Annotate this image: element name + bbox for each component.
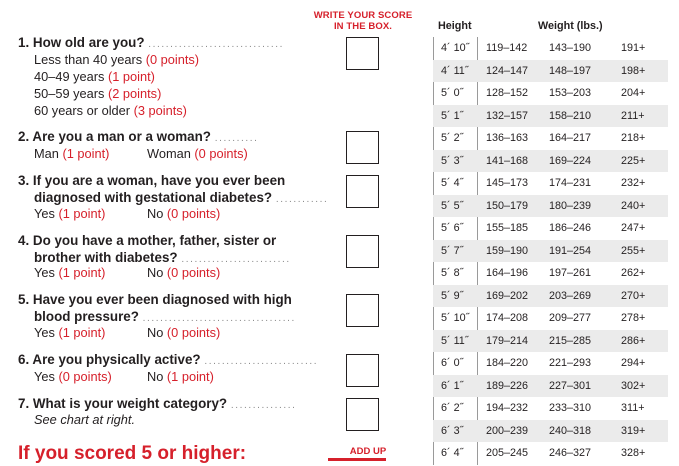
weight-normal-cell: 145–173 — [486, 177, 529, 189]
weight-obese-cell: 232+ — [621, 177, 646, 189]
weight-normal-cell: 141–168 — [486, 154, 529, 167]
option-points: (0 points) — [58, 369, 112, 384]
question-text-line2: diagnosed with gestational diabetes? — [34, 190, 273, 205]
weight-overweight-cell: 148–197 — [549, 64, 592, 77]
weight-overweight-cell: 158–210 — [549, 109, 592, 122]
question-text: Are you a man or a woman? — [32, 129, 211, 144]
table-row — [433, 330, 668, 353]
leader-dots: ............ — [275, 194, 329, 205]
weight-obese-cell: 198+ — [621, 64, 646, 77]
question-number: 5. — [18, 292, 30, 307]
height-cell: 5´ 6˝ — [441, 222, 464, 234]
option — [147, 368, 214, 385]
option-points: (0 points) — [166, 265, 221, 280]
table-row — [433, 37, 668, 60]
option-label: No — [147, 369, 164, 384]
weight-normal-cell: 205–245 — [486, 447, 529, 459]
option — [147, 205, 220, 222]
weight-overweight-cell: 246–327 — [549, 447, 592, 459]
question-number: 1. — [18, 35, 30, 50]
height-cell: 4´ 11˝ — [441, 64, 469, 77]
weight-obese-cell: 319+ — [621, 424, 646, 437]
question-4 — [18, 232, 276, 249]
weight-normal-cell: 184–220 — [486, 357, 529, 369]
weight-overweight-cell: 174–231 — [549, 177, 592, 189]
score-box-6[interactable] — [346, 354, 379, 387]
score-box-header — [312, 10, 414, 32]
question-number: 7. — [18, 396, 30, 411]
option-points: (1 point) — [62, 146, 110, 161]
weight-overweight-cell: 227–301 — [549, 379, 592, 392]
weight-overweight-cell: 186–246 — [549, 222, 592, 234]
weight-normal-cell: 124–147 — [486, 64, 529, 77]
weight-obese-cell: 204+ — [621, 87, 646, 99]
table-row — [433, 285, 668, 308]
question-text-line2: blood pressure? — [34, 309, 139, 324]
weight-obese-cell: 262+ — [621, 267, 646, 279]
weight-obese-cell: 240+ — [621, 199, 646, 212]
option — [34, 145, 109, 162]
weight-overweight-cell: 221–293 — [549, 357, 592, 369]
weight-obese-cell: 211+ — [621, 109, 645, 122]
option-label: 50–59 years — [34, 86, 105, 101]
option-points: (1 point) — [108, 69, 155, 84]
option — [34, 324, 105, 341]
option-label: Woman — [147, 146, 191, 161]
table-row — [433, 127, 668, 150]
option-points: (0 points) — [145, 52, 200, 67]
option — [34, 85, 161, 102]
table-row — [433, 262, 668, 285]
height-cell: 5´ 9˝ — [441, 289, 464, 302]
question-3 — [18, 172, 285, 189]
height-cell: 5´ 4˝ — [441, 177, 464, 189]
question-text: How old are you? — [32, 35, 145, 50]
option — [34, 51, 199, 68]
weight-overweight-cell: 180–239 — [549, 199, 592, 212]
question-5 — [18, 291, 292, 308]
weight-overweight-cell: 143–190 — [549, 42, 592, 54]
question-number: 4. — [18, 233, 30, 248]
add-up-label: ADD UP — [349, 446, 387, 457]
table-row — [433, 217, 668, 240]
score-box-1[interactable] — [346, 37, 379, 70]
weight-normal-cell: 159–190 — [486, 244, 529, 257]
weight-normal-cell: 179–214 — [486, 334, 529, 347]
option-points: (1 point) — [58, 265, 106, 280]
option — [147, 145, 248, 162]
table-row — [433, 307, 668, 330]
table-row — [433, 375, 668, 398]
weight-overweight-cell: 209–277 — [549, 312, 592, 324]
option-points: (2 points) — [108, 86, 162, 101]
score-result-heading: If you scored 5 or higher: — [18, 443, 247, 464]
weight-normal-cell: 132–157 — [486, 109, 529, 122]
option — [34, 368, 112, 385]
weight-overweight-cell: 153–203 — [549, 87, 592, 99]
table-row — [433, 150, 668, 173]
option — [147, 264, 220, 281]
table-header-weight: Weight (lbs.) — [538, 20, 603, 32]
weight-overweight-cell: 191–254 — [549, 244, 592, 257]
weight-obese-cell: 302+ — [621, 379, 646, 392]
table-row — [433, 172, 668, 195]
table-row — [433, 240, 668, 263]
option-points: (1 point) — [58, 206, 106, 221]
weight-normal-cell: 119–142 — [486, 42, 528, 54]
weight-obese-cell: 278+ — [621, 312, 646, 324]
weight-normal-cell: 194–232 — [486, 402, 529, 414]
height-cell: 6´ 2˝ — [441, 402, 464, 414]
table-header-height: Height — [438, 20, 472, 32]
score-header-line1: WRITE YOUR SCORE — [313, 10, 413, 21]
height-cell: 5´ 1˝ — [441, 109, 464, 122]
option-label: Yes — [34, 369, 55, 384]
table-row — [433, 82, 668, 105]
table-row — [433, 352, 668, 375]
question-text-line1: Have you ever been diagnosed with high — [32, 292, 292, 307]
leader-dots: .......................... — [204, 356, 319, 367]
table-row — [433, 442, 668, 465]
weight-obese-cell: 270+ — [621, 289, 646, 302]
leader-dots: ............... — [230, 400, 297, 411]
option-points: (0 points) — [166, 206, 221, 221]
height-cell: 5´ 8˝ — [441, 267, 464, 279]
option-points: (1 point) — [166, 369, 214, 384]
weight-overweight-cell: 233–310 — [549, 402, 592, 414]
leader-dots: .......... — [214, 133, 259, 144]
weight-normal-cell: 150–179 — [486, 199, 529, 212]
weight-obese-cell: 191+ — [621, 42, 646, 54]
weight-overweight-cell: 203–269 — [549, 289, 592, 302]
question-text-line1: Do you have a mother, father, sister or — [32, 233, 277, 248]
score-box-7[interactable] — [346, 398, 379, 431]
option-label: Man — [34, 146, 59, 161]
height-cell: 5´ 3˝ — [441, 154, 464, 167]
weight-obese-cell: 255+ — [621, 244, 646, 257]
option-label: Yes — [34, 206, 55, 221]
score-header-line2: IN THE BOX. — [333, 21, 393, 32]
weight-normal-cell: 155–185 — [486, 222, 529, 234]
weight-normal-cell: 136–163 — [486, 132, 529, 144]
option — [34, 102, 187, 119]
weight-normal-cell: 189–226 — [486, 379, 529, 392]
option — [34, 205, 105, 222]
option-label: Yes — [34, 325, 55, 340]
question-text: Are you physically active? — [32, 352, 201, 367]
option-label: Yes — [34, 265, 55, 280]
option-points: (3 points) — [133, 103, 187, 118]
weight-obese-cell: 286+ — [621, 334, 646, 347]
option-label: No — [147, 206, 164, 221]
weight-normal-cell: 174–208 — [486, 312, 529, 324]
option-label: 40–49 years — [34, 69, 105, 84]
question-text-line2: brother with diabetes? — [34, 250, 178, 265]
height-cell: 4´ 10˝ — [441, 42, 470, 54]
option-label: No — [147, 265, 164, 280]
weight-obese-cell: 225+ — [621, 154, 646, 167]
weight-obese-cell: 311+ — [621, 402, 645, 414]
option-label: Less than 40 years — [34, 52, 143, 67]
weight-normal-cell: 200–239 — [486, 424, 529, 437]
weight-normal-cell: 169–202 — [486, 289, 529, 302]
weight-overweight-cell: 240–318 — [549, 424, 592, 437]
weight-normal-cell: 128–152 — [486, 87, 529, 99]
weight-table-body — [433, 37, 668, 465]
weight-obese-cell: 294+ — [621, 357, 646, 369]
table-row — [433, 195, 668, 218]
option-label: No — [147, 325, 164, 340]
leader-dots: ................................... — [142, 313, 296, 324]
weight-overweight-cell: 215–285 — [549, 334, 592, 347]
weight-overweight-cell: 197–261 — [549, 267, 592, 279]
option-points: (1 point) — [58, 325, 106, 340]
weight-obese-cell: 328+ — [621, 447, 646, 459]
option — [34, 68, 155, 85]
question-text: What is your weight category? — [32, 396, 228, 411]
option-label: 60 years or older — [34, 103, 131, 118]
option — [34, 264, 105, 281]
height-cell: 5´ 2˝ — [441, 132, 464, 144]
height-cell: 5´ 7˝ — [441, 244, 464, 257]
score-box-5[interactable] — [346, 294, 379, 327]
height-cell: 6´ 1˝ — [441, 379, 464, 392]
table-row — [433, 60, 668, 83]
height-cell: 6´ 0˝ — [441, 357, 464, 369]
height-cell: 5´ 5˝ — [441, 199, 464, 212]
leader-dots: ............................... — [148, 39, 284, 50]
question-number: 6. — [18, 352, 30, 367]
option-points: (0 points) — [166, 325, 221, 340]
weight-obese-cell: 218+ — [621, 132, 646, 144]
leader-dots: ......................... — [181, 254, 291, 265]
weight-obese-cell: 247+ — [621, 222, 646, 234]
height-cell: 6´ 3˝ — [441, 424, 464, 437]
question-number: 3. — [18, 173, 30, 188]
weight-overweight-cell: 164–217 — [549, 132, 592, 144]
score-box-4[interactable] — [346, 235, 379, 268]
table-row — [433, 420, 668, 443]
question-number: 2. — [18, 129, 30, 144]
option-points: (0 points) — [194, 146, 248, 161]
table-row — [433, 105, 668, 128]
height-cell: 6´ 4˝ — [441, 447, 464, 459]
weight-normal-cell: 164–196 — [486, 267, 529, 279]
height-cell: 5´ 10˝ — [441, 312, 470, 324]
question-text-line1: If you are a woman, have you ever been — [32, 173, 286, 188]
height-cell: 5´ 0˝ — [441, 87, 464, 99]
score-box-2[interactable] — [346, 131, 379, 164]
score-box-3[interactable] — [346, 175, 379, 208]
height-cell: 5´ 11˝ — [441, 334, 469, 347]
table-row — [433, 397, 668, 420]
weight-overweight-cell: 169–224 — [549, 154, 592, 167]
option — [147, 324, 220, 341]
question-7-note: See chart at right. — [34, 412, 136, 427]
